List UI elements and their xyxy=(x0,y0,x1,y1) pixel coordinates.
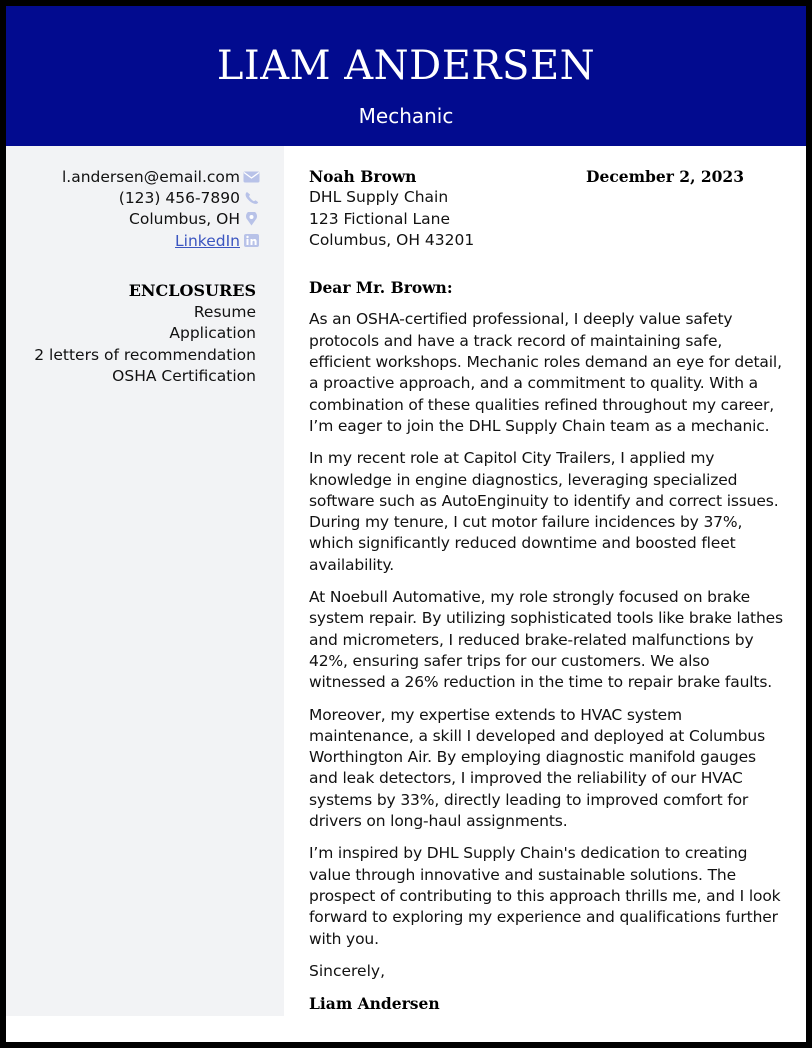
salutation: Dear Mr. Brown: xyxy=(309,278,453,298)
envelope-icon xyxy=(242,170,260,184)
enclosures-section xyxy=(34,280,256,387)
header-banner xyxy=(6,6,806,146)
location-text: Columbus, OH xyxy=(129,210,240,229)
letter-paragraph: At Noebull Automative, my role strongly focused on brake system repair. By utilizing sophisticated tools like brake lathes and micrometers, I reduced brake-related malfunctions by 42%, ensuring safer trips for our customers. We also witnessed a 26% reduction in the time to repair brake faults. xyxy=(309,588,783,692)
enclosure-item: Application xyxy=(169,324,256,343)
closing: Sincerely, xyxy=(309,961,386,980)
linkedin-link[interactable]: LinkedIn xyxy=(175,231,240,250)
contact-location xyxy=(62,209,260,230)
contact-phone xyxy=(62,187,260,208)
letter-paragraph: I’m inspired by DHL Supply Chain's dedication to creating value through innovative and sustainable solutions. The prospect of contributing to this approach thrills me, and I look forward to exploring my experience and qualifications further with you. xyxy=(309,844,781,948)
letter-paragraph: In my recent role at Capitol City Trailers, I applied my knowledge in engine diagnostics, leveraging specialized software such as AutoEnginuity to identify and correct issues. During my tenure, I cut motor failure incidences by 37%, which significantly reduced downtime and boosted fleet availability. xyxy=(309,449,779,574)
contact-info xyxy=(62,166,260,251)
recipient-name: Noah Brown xyxy=(309,167,417,186)
recipient-city: Columbus, OH 43201 xyxy=(309,230,475,249)
letter-paragraph: As an OSHA-certified professional, I deeply value safety protocols and have a track record of maintaining safe, efficient workshops. Mechanic roles demand an eye for detail, a proactive approach, and a commitment to quality. With a combination of these qualities refined throughout my career, I’m eager to join the DHL Supply Chain team as a mechanic. xyxy=(309,310,782,435)
linkedin-icon[interactable] xyxy=(242,234,260,248)
phone-icon xyxy=(242,191,260,205)
resume-page xyxy=(6,6,806,1042)
letter-paragraph: Moreover, my expertise extends to HVAC system maintenance, a skill I developed and deployed at Columbus Worthington Air. By employing diagnostic manifold gauges and leak detectors, I improved the reliability of our HVAC systems by 33%, directly leading to improved comfort for drivers on long-haul assignments. xyxy=(309,705,766,831)
enclosure-item: Resume xyxy=(193,303,256,321)
letter-date: December 2, 2023 xyxy=(586,167,744,186)
location-pin-icon xyxy=(242,212,260,226)
applicant-title: Mechanic xyxy=(358,104,454,128)
contact-email xyxy=(62,166,260,187)
letter-body xyxy=(309,166,784,1014)
enclosure-item: 2 letters of recommendation xyxy=(34,345,256,364)
signature: Liam Andersen xyxy=(309,994,440,1014)
sidebar xyxy=(6,146,284,1016)
email-text[interactable]: l.andersen@email.com xyxy=(61,167,240,186)
recipient-company: DHL Supply Chain xyxy=(309,188,449,207)
phone-text[interactable]: (123) 456-7890 xyxy=(118,188,240,207)
applicant-name: LIAM ANDERSEN xyxy=(216,43,596,89)
recipient-street: 123 Fictional Lane xyxy=(309,209,451,228)
enclosures-heading: ENCLOSURES xyxy=(128,281,256,300)
enclosure-item: OSHA Certification xyxy=(112,366,256,385)
contact-linkedin xyxy=(62,230,260,251)
